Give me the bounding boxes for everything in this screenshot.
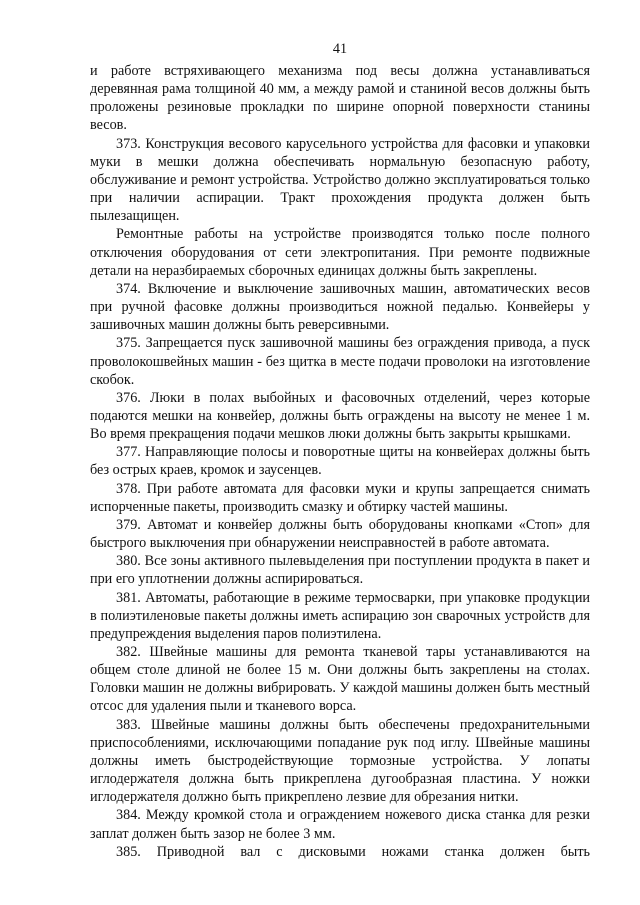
paragraph: 378. При работе автомата для фасовки муки и крупы запрещается снимать испорченные пакеты, производить смазку и обтирку частей машины. (90, 480, 590, 515)
paragraph: 382. Швейные машины для ремонта тканевой тары устанавливаются на общем столе длиной не более 15 м. Они должны быть закреплены на столах. Головки машин не должны вибрировать. У каждой машины должен быть местный отсос для удаления пыли и тканевого ворса. (90, 644, 590, 715)
page-number: 41 (332, 41, 348, 57)
paragraph: 381. Автоматы, работающие в режиме термосварки, при упаковке продукции в полиэтиленовые пакеты должны иметь аспирацию зон сварочных устройств для предупреждения выделения паров полиэтилена. (90, 589, 590, 642)
paragraph: Ремонтные работы на устройстве производятся только после полного отключения оборудования от сети электропитания. При ремонте подвижные детали на неразбираемых сборочных единицах должны быть закреплены. (90, 226, 590, 279)
paragraph: 373. Конструкция весового карусельного устройства для фасовки и упаковки муки в мешки должна обеспечивать нормальную безопасную работу, обслуживание и ремонт устройства. Устройство должно эксплуатироваться только при наличии аспирации. Тракт прохождения продукта должен быть пылезащищен. (90, 135, 590, 225)
paragraph: 376. Люки в полах выбойных и фасовочных отделений, через которые подаются мешки на конвейер, должны быть ограждены на высоту не менее 1 м. Во время прекращения подачи мешков люки должны быть закрыты крышками. (90, 389, 590, 443)
paragraph: 380. Все зоны активного пылевыделения при поступлении продукта в пакет и при его уплотнении должны аспирироваться. (90, 553, 590, 588)
document-body (90, 62, 590, 861)
paragraph: 384. Между кромкой стола и ограждением ножевого диска станка для резки заплат должен быть зазор не более 3 мм. (90, 807, 590, 842)
paragraph: 375. Запрещается пуск зашивочной машины без ограждения привода, а пуск проволокошвейных машин - без щитка в месте подачи проволоки на изготовление скобок. (90, 335, 590, 388)
paragraph: 383. Швейные машины должны быть обеспечены предохранительными приспособлениями, исключающими попадание рук под иглу. Швейные машины должны иметь быстродействующие тормозные устройства. У лопаты иглодержателя должна быть прикреплена дугообразная пластина. У ножки иглодержателя должно быть прикреплено лезвие для обрезания нитки. (90, 716, 590, 806)
paragraph: и работе встряхивающего механизма под весы должна устанавливаться деревянная рама толщиной 40 мм, а между рамой и станиной весов должны быть проложены резиновые прокладки по ширине опорной поверхности станины весов. (90, 63, 590, 134)
paragraph: 385. Приводной вал с дисковыми ножами станка должен быть (116, 843, 590, 860)
paragraph: 377. Направляющие полосы и поворотные щиты на конвейерах должны быть без острых краев, кромок и заусенцев. (90, 444, 590, 479)
paragraph: 379. Автомат и конвейер должны быть оборудованы кнопками «Стоп» для быстрого выключения при обнаружении неисправностей в работе автомата. (90, 516, 590, 552)
document-page (90, 40, 590, 861)
paragraph: 374. Включение и выключение зашивочных машин, автоматических весов при ручной фасовке должны производиться ножной педалью. Конвейеры у зашивочных машин должны быть реверсивными. (90, 280, 590, 334)
